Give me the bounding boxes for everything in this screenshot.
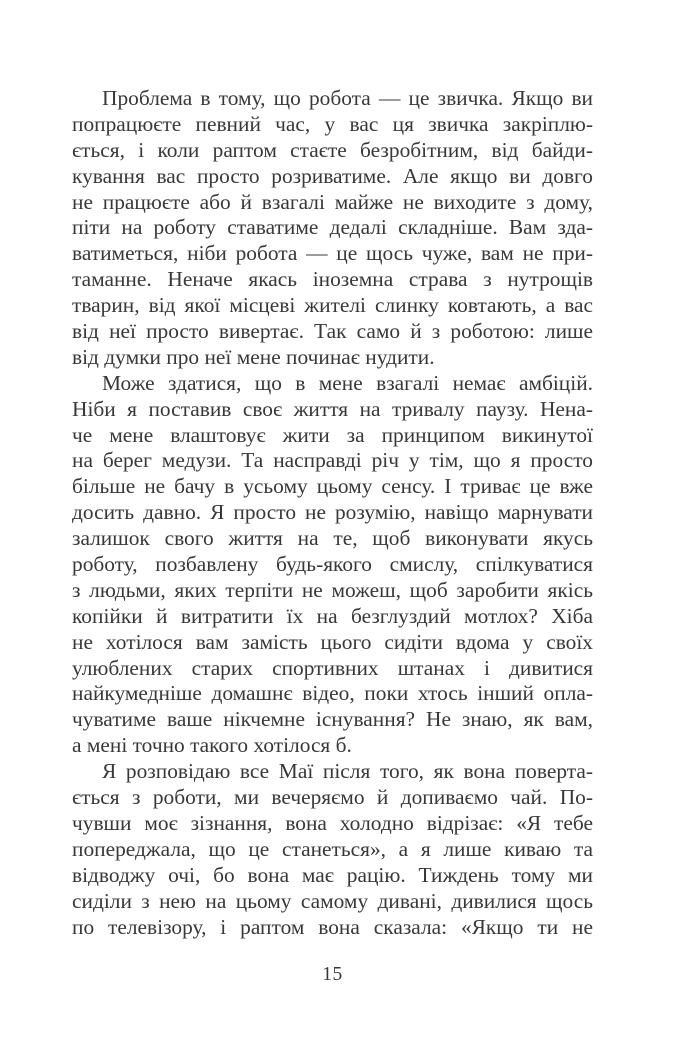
paragraph — [72, 759, 593, 940]
text-line: попереджала, що це станеться», а я лише киваю та — [72, 836, 593, 861]
text-line: по телевізору, і раптом вона сказала: «Якщо ти не — [72, 914, 593, 939]
text-line: Я розповідаю все Маї після того, як вона поверта- — [102, 759, 593, 784]
text-line: чувши моє зізнання, вона холодно відрізає: «Я тебе — [72, 810, 593, 835]
text-line: досить давно. Я просто не розумію, навіщо марнувати — [72, 500, 593, 525]
text-line: залишок свого життя на те, щоб виконувати якусь — [72, 526, 593, 551]
text-line: тварин, від якої місцеві жителі слинку ковтають, а вас — [72, 293, 593, 318]
text-line: а мені точно такого хотілося б. — [72, 733, 352, 758]
text-line: улюблених старих спортивних штанах і дивитися — [72, 655, 593, 680]
text-line: сиділи з нею на цьому самому дивані, дивилися щось — [72, 888, 593, 913]
text-line: роботу, позбавлену будь-якого смислу, спілкуватися — [72, 552, 593, 577]
paragraph — [72, 86, 593, 371]
text-line: піти на роботу ставатиме дедалі складніше. Вам зда- — [72, 215, 593, 240]
text-line: більше не бачу в усьому цьому сенсу. І триває це вже — [72, 474, 593, 499]
text-line: Проблема в тому, що робота — це звичка. Якщо ви — [102, 86, 593, 110]
text-line: від думки про неї мене починає нудити. — [72, 344, 435, 369]
text-line: ється з роботи, ми вечеряємо й допиваємо чай. По- — [72, 785, 593, 810]
text-line: ватиметься, ніби робота — це щось чуже, вам не при- — [72, 241, 593, 266]
text-line: чуватиме ваше нікчемне існування? Не знаю, як вам, — [72, 707, 593, 732]
text-line: найкумедніше домашнє відео, поки хтось інший опла- — [72, 681, 593, 706]
text-line: на берег медузи. Та насправді річ у тім, що я просто — [72, 448, 593, 473]
paragraph — [72, 371, 593, 759]
text-line: кування вас просто розриватиме. Але якщо ви довго — [72, 163, 593, 188]
text-line: Може здатися, що в мене взагалі немає амбіцій. — [102, 370, 593, 395]
text-line: відводжу очі, бо вона має рацію. Тиждень тому ми — [72, 862, 593, 887]
text-line: з людьми, яких терпіти не можеш, щоб заробити якісь — [72, 577, 593, 602]
text-line: копійки й витратити їх на безглуздий мотлох? Хіба — [72, 603, 593, 628]
text-line: не працюєте або й взагалі майже не виходите з дому, — [72, 189, 593, 214]
text-line: ється, і коли раптом стаєте безробітним, від байди- — [72, 137, 593, 162]
text-line: таманне. Неначе якась іноземна страва з нутрощів — [72, 267, 593, 292]
text-line: від неї просто вивертає. Так само й з роботою: лише — [72, 319, 593, 344]
page-number: 15 — [322, 964, 343, 985]
text-line: не хотілося вам замість цього сидіти вдома у своїх — [72, 629, 593, 654]
page-text — [72, 86, 593, 940]
text-line: Ніби я поставив своє життя на тривалу паузу. Нена- — [72, 396, 593, 421]
text-line: попрацюєте певний час, у вас ця звичка закріплю- — [72, 111, 593, 136]
text-line: че мене влаштовує жити за принципом викинутої — [72, 422, 593, 447]
